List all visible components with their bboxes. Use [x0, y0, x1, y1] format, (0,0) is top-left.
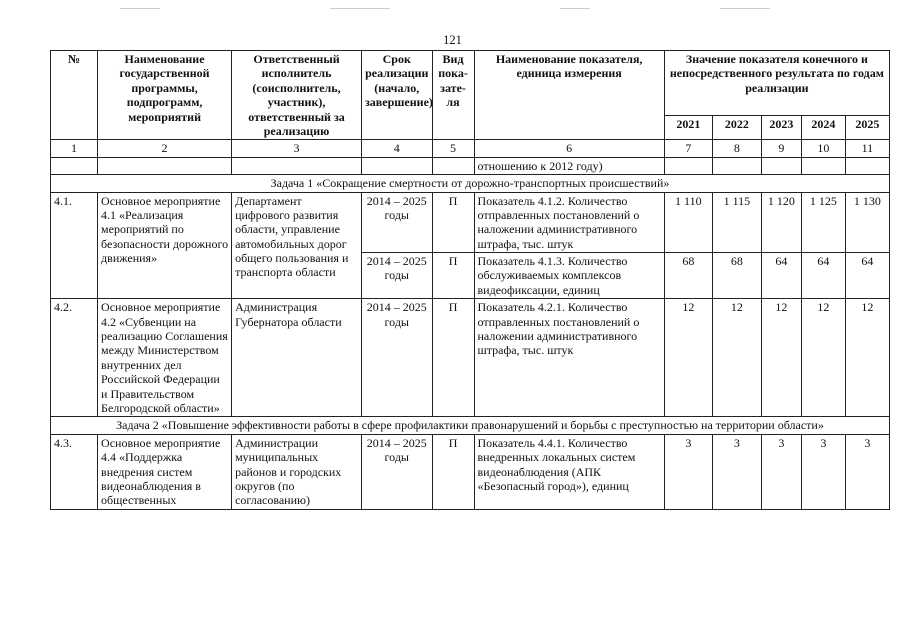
indicator-name: Показатель 4.4.1. Количество внедренных локальных систем видеонаблюдения (АПК «Безопасный город»), единиц [474, 434, 664, 509]
task-row [51, 175, 890, 192]
task-row [51, 417, 890, 434]
scan-artifact [120, 8, 160, 9]
scan-artifact [720, 8, 770, 9]
indicator-type: П [432, 253, 474, 299]
header-values-group: Значение показателя конечного и непосредственного результата по годам реализации [664, 51, 889, 116]
page-number: 121 [443, 33, 462, 47]
task-1-title: Задача 1 «Сокращение смертности от дорожно-транспортных происшествий» [51, 175, 890, 192]
indicator-name: Показатель 4.1.2. Количество отправленных постановлений о наложении административного штрафа, тыс. штук [474, 192, 664, 253]
header-row [51, 51, 890, 116]
value-2023: 1 120 [761, 192, 801, 253]
value-2023: 3 [761, 434, 801, 509]
column-number: 9 [761, 140, 801, 157]
responsible-executor: Администрации муниципальных районов и городских округов (по согласованию) [232, 434, 362, 509]
header-num: № [51, 51, 98, 140]
value-2021: 3 [664, 434, 712, 509]
indicator-name: Показатель 4.1.3. Количество обслуживаемых комплексов видеофиксации, единиц [474, 253, 664, 299]
value-2021: 1 110 [664, 192, 712, 253]
implementation-term: 2014 – 2025 годы [361, 434, 432, 509]
column-number: 10 [801, 140, 845, 157]
value-2024: 3 [801, 434, 845, 509]
value-2024: 1 125 [801, 192, 845, 253]
header-year: 2023 [761, 115, 801, 139]
value-2024: 12 [801, 299, 845, 417]
column-number: 6 [474, 140, 664, 157]
table-row-4-3 [51, 434, 890, 509]
program-table [50, 50, 890, 510]
header-year: 2022 [712, 115, 761, 139]
column-number: 1 [51, 140, 98, 157]
indicator-type: П [432, 192, 474, 253]
value-2022: 68 [712, 253, 761, 299]
scan-artifact [560, 8, 590, 9]
value-2021: 12 [664, 299, 712, 417]
value-2025: 12 [845, 299, 889, 417]
empty-cell [801, 157, 845, 174]
value-2025: 64 [845, 253, 889, 299]
row-number: 4.3. [51, 434, 98, 509]
event-name: Основное мероприятие 4.2 «Субвенции на реализацию Соглашения между Министерством внутренних дел Российской Федерации и Правительством Белгородской области» [98, 299, 232, 417]
column-number: 11 [845, 140, 889, 157]
header-responsible: Ответственный исполнитель (соисполнитель, участник), ответственный за реализацию [232, 51, 362, 140]
empty-cell [712, 157, 761, 174]
value-2023: 12 [761, 299, 801, 417]
value-2021: 68 [664, 253, 712, 299]
event-name: Основное мероприятие 4.1 «Реализация мероприятий по безопасности дорожного движения» [98, 192, 232, 299]
value-2023: 64 [761, 253, 801, 299]
empty-cell [761, 157, 801, 174]
header-term: Срок реализации (начало, завершение) [361, 51, 432, 140]
value-2024: 64 [801, 253, 845, 299]
empty-cell [98, 157, 232, 174]
implementation-term: 2014 – 2025 годы [361, 192, 432, 253]
header-indicator-type: Вид пока-зате-ля [432, 51, 474, 140]
column-number: 5 [432, 140, 474, 157]
value-2025: 1 130 [845, 192, 889, 253]
value-2025: 3 [845, 434, 889, 509]
column-number: 3 [232, 140, 362, 157]
header-year: 2025 [845, 115, 889, 139]
empty-cell [361, 157, 432, 174]
implementation-term: 2014 – 2025 годы [361, 299, 432, 417]
row-number: 4.1. [51, 192, 98, 299]
responsible-executor: Администрация Губернатора области [232, 299, 362, 417]
continuation-row [51, 157, 890, 174]
column-numbers-row [51, 140, 890, 157]
header-indicator-name: Наименование показателя, единица измерения [474, 51, 664, 140]
value-2022: 12 [712, 299, 761, 417]
empty-cell [664, 157, 712, 174]
table-row-4-1-a [51, 192, 890, 253]
indicator-name: Показатель 4.2.1. Количество отправленных постановлений о наложении административного штрафа, тыс. штук [474, 299, 664, 417]
value-2022: 3 [712, 434, 761, 509]
responsible-executor: Департамент цифрового развития области, управление автомобильных дорог общего пользования и транспорта области [232, 192, 362, 299]
column-number: 7 [664, 140, 712, 157]
value-2022: 1 115 [712, 192, 761, 253]
column-number: 2 [98, 140, 232, 157]
table-row-4-2 [51, 299, 890, 417]
empty-cell [51, 157, 98, 174]
row-number: 4.2. [51, 299, 98, 417]
header-year: 2024 [801, 115, 845, 139]
implementation-term: 2014 – 2025 годы [361, 253, 432, 299]
event-name: Основное мероприятие 4.4 «Поддержка внедрения систем видеонаблюдения в общественных [98, 434, 232, 509]
header-year: 2021 [664, 115, 712, 139]
task-2-title: Задача 2 «Повышение эффективности работы в сфере профилактики правонарушений и борьбы с преступностью на территории области» [51, 417, 890, 434]
header-program-name: Наименование государственной программы, подпрограмм, мероприятий [98, 51, 232, 140]
indicator-type: П [432, 299, 474, 417]
indicator-continuation: отношению к 2012 году) [474, 157, 664, 174]
empty-cell [432, 157, 474, 174]
empty-cell [845, 157, 889, 174]
column-number: 4 [361, 140, 432, 157]
scan-artifact [330, 8, 390, 9]
empty-cell [232, 157, 362, 174]
column-number: 8 [712, 140, 761, 157]
indicator-type: П [432, 434, 474, 509]
